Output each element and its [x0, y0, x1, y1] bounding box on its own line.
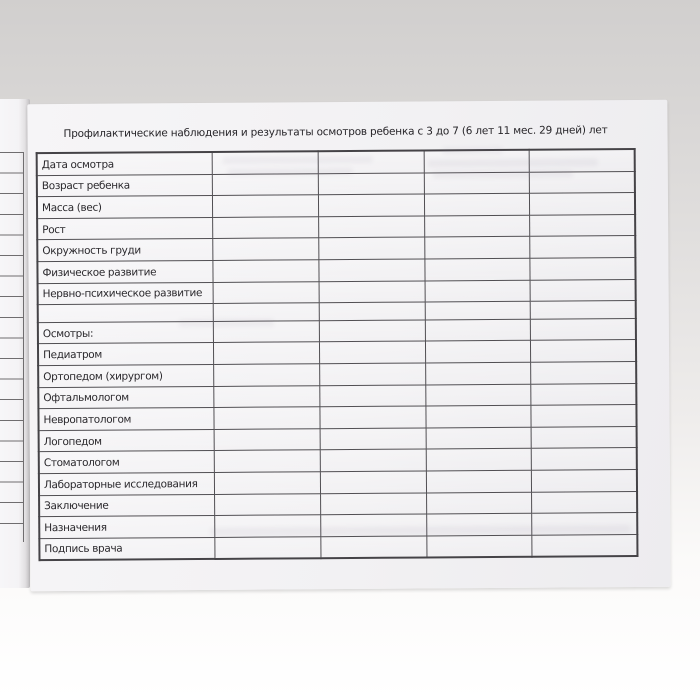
empty-data-cell — [426, 470, 531, 492]
row-label-cell: Лабораторные исследования — [39, 472, 214, 495]
ink-bleed-ghosting — [223, 156, 373, 164]
row-label-cell: Возраст ребенка — [37, 174, 212, 197]
empty-data-cell — [531, 469, 637, 491]
empty-data-cell — [530, 301, 636, 319]
observations-table — [36, 148, 639, 561]
empty-data-cell — [320, 492, 426, 514]
empty-data-cell — [318, 194, 424, 216]
empty-data-cell — [531, 491, 637, 513]
row-label-cell: Заключение — [39, 494, 214, 517]
row-label-cell: Подпись врача — [39, 537, 214, 560]
empty-data-cell — [212, 260, 318, 282]
row-label-cell: Масса (вес) — [37, 196, 212, 219]
empty-data-cell — [212, 238, 318, 260]
empty-data-cell — [425, 405, 530, 427]
empty-data-cell — [426, 535, 531, 558]
empty-data-cell — [424, 193, 529, 215]
row-label-cell: Рост — [37, 217, 212, 240]
page-title: Профилактические наблюдения и результаты осмотров ребенка с 3 до 7 (6 лет 11 мес. 29 дней) лет — [63, 124, 608, 140]
row-label-cell: Офтальмологом — [38, 386, 213, 409]
empty-data-cell — [213, 281, 319, 303]
empty-data-cell — [531, 448, 637, 470]
empty-data-cell — [320, 536, 426, 559]
empty-data-cell — [529, 214, 635, 236]
empty-data-cell — [530, 318, 636, 340]
row-label-cell: Стоматологом — [39, 451, 214, 474]
empty-data-cell — [530, 383, 636, 405]
empty-data-cell — [425, 362, 530, 384]
row-label-cell: Назначения — [39, 516, 214, 539]
empty-data-cell — [426, 427, 531, 449]
row-label-cell: Невропатологом — [38, 408, 213, 431]
empty-data-cell — [320, 471, 426, 493]
empty-data-cell — [426, 492, 531, 514]
empty-data-cell — [319, 302, 425, 320]
underlying-page-table-lines — [0, 152, 24, 542]
empty-data-cell — [530, 279, 636, 301]
empty-data-cell — [319, 384, 425, 406]
empty-data-cell — [319, 320, 425, 342]
empty-data-cell — [426, 449, 531, 471]
empty-data-cell — [213, 342, 319, 364]
empty-data-cell — [529, 257, 635, 279]
empty-data-cell — [214, 450, 320, 472]
empty-data-cell — [319, 341, 425, 363]
row-label-cell: Дата осмотра — [37, 152, 212, 175]
row-label-cell: Педиатром — [38, 343, 213, 366]
empty-data-cell — [213, 407, 319, 429]
empty-data-cell — [529, 193, 635, 215]
row-label-cell: Физическое развитие — [37, 260, 212, 283]
empty-data-cell — [424, 237, 529, 259]
empty-data-cell — [320, 428, 426, 450]
empty-data-cell — [424, 258, 529, 280]
empty-data-cell — [425, 280, 530, 302]
empty-data-cell — [319, 281, 425, 303]
empty-data-cell — [319, 406, 425, 428]
empty-data-cell — [425, 301, 530, 319]
empty-data-cell — [212, 173, 318, 195]
empty-data-cell — [530, 361, 636, 383]
ink-bleed-ghosting — [443, 147, 503, 154]
row-label-cell: Ортопедом (хирургом) — [38, 364, 213, 387]
empty-data-cell — [531, 426, 637, 448]
empty-data-cell — [425, 341, 530, 363]
empty-data-cell — [529, 236, 635, 258]
ink-bleed-ghosting — [228, 168, 353, 176]
empty-data-cell — [214, 428, 320, 450]
empty-data-cell — [213, 385, 319, 407]
empty-data-cell — [425, 384, 530, 406]
empty-data-cell — [319, 363, 425, 385]
empty-data-cell — [530, 340, 636, 362]
empty-data-cell — [214, 472, 320, 494]
row-label-cell: Логопедом — [39, 429, 214, 452]
empty-data-cell — [214, 536, 320, 559]
empty-data-cell — [212, 216, 318, 238]
ink-bleed-ghosting — [179, 319, 274, 328]
ink-bleed-ghosting — [428, 158, 598, 167]
empty-data-cell — [320, 449, 426, 471]
underlying-page-edge — [0, 99, 30, 588]
empty-data-cell — [530, 405, 636, 427]
empty-data-cell — [318, 237, 424, 259]
empty-data-cell — [318, 216, 424, 238]
empty-data-cell — [531, 534, 637, 557]
row-label-cell: Осмотры: — [38, 321, 213, 344]
ink-bleed-ghosting — [433, 170, 573, 178]
empty-data-cell — [318, 259, 424, 281]
empty-data-cell — [318, 173, 424, 195]
empty-data-cell — [425, 319, 530, 341]
record-book-page — [27, 100, 670, 591]
table-row — [39, 534, 637, 560]
empty-data-cell — [212, 195, 318, 217]
empty-data-cell — [424, 215, 529, 237]
empty-data-cell — [213, 364, 319, 386]
row-label-cell: Окружность груди — [37, 239, 212, 262]
row-label-cell: Нервно-психическое развитие — [38, 282, 213, 305]
empty-data-cell — [214, 493, 320, 515]
